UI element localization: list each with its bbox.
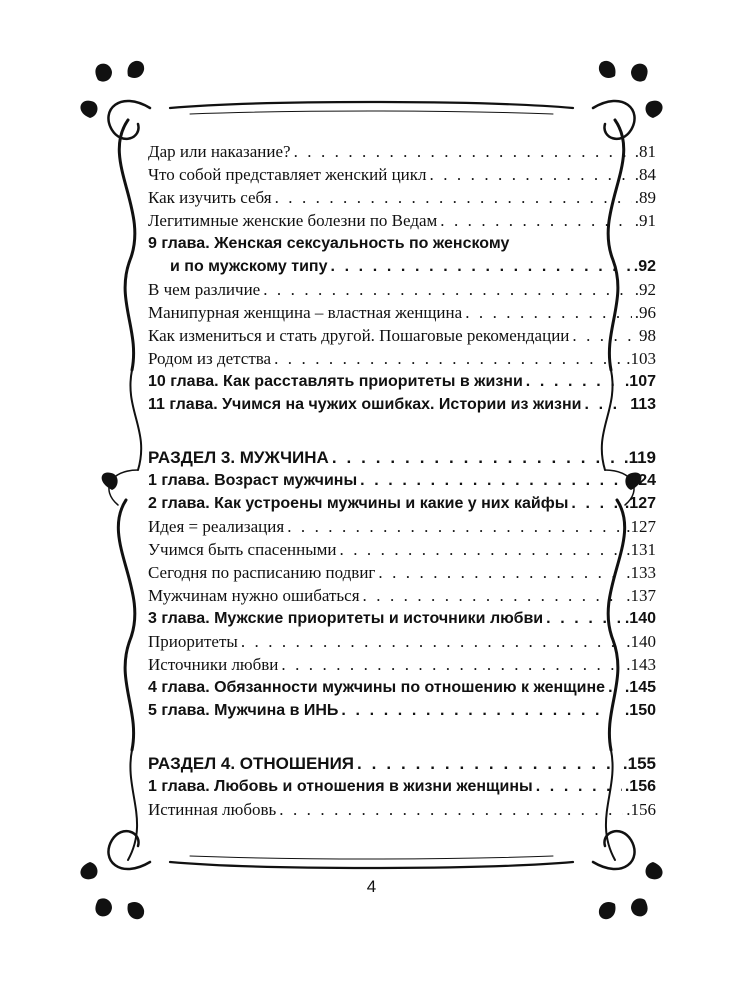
toc-entry xyxy=(148,561,656,584)
toc-leader-dots xyxy=(572,324,636,347)
toc-entry xyxy=(148,278,656,301)
toc-entry-title: Мужчинам нужно ошибаться xyxy=(148,586,360,605)
toc-entry xyxy=(148,515,656,538)
toc-entry xyxy=(148,140,656,163)
toc-entry xyxy=(148,163,656,186)
toc-entry-title: Манипурная женщина – властная женщина xyxy=(148,303,463,322)
toc-leader-dots xyxy=(275,186,632,209)
toc-chapter-entry xyxy=(148,492,656,515)
toc-page-number: .96 xyxy=(634,303,656,322)
toc-entry-title: и по мужскому типу xyxy=(170,258,328,275)
section-gap xyxy=(148,416,656,446)
toc-entry-title: РАЗДЕЛ 4. ОТНОШЕНИЯ xyxy=(148,754,355,773)
toc-leader-dots xyxy=(281,653,623,676)
toc-entry xyxy=(148,186,656,209)
toc-entry-title: 4 глава. Обязанности мужчины по отношению к женщине xyxy=(148,679,606,696)
toc-page-number: .107 xyxy=(624,373,656,390)
toc-entry xyxy=(148,347,656,370)
toc-chapter-entry xyxy=(148,607,656,630)
toc-page-number: .92 xyxy=(633,258,656,275)
toc-leader-dots xyxy=(378,561,623,584)
toc-page-number: .119 xyxy=(623,448,656,467)
toc-entry-title: Как изучить себя xyxy=(148,188,272,207)
toc-entry xyxy=(148,584,656,607)
table-of-contents xyxy=(148,140,656,821)
toc-page-number: .155 xyxy=(622,754,656,773)
toc-leader-dots xyxy=(363,584,624,607)
toc-page-number: .140 xyxy=(626,632,656,651)
toc-leader-dots xyxy=(357,752,620,775)
toc-page-number: 113 xyxy=(630,396,656,413)
section-gap xyxy=(148,722,656,752)
toc-entry-title: Идея = реализация xyxy=(148,517,285,536)
toc-page-number: .124 xyxy=(624,472,656,489)
toc-entry-title: 1 глава. Любовь и отношения в жизни женщины xyxy=(148,778,533,795)
toc-entry xyxy=(148,324,656,347)
toc-entry-title: 10 глава. Как расставлять приоритеты в жизни xyxy=(148,373,523,390)
toc-page-number: .137 xyxy=(626,586,656,605)
toc-page-number: .103 xyxy=(626,349,656,368)
page-number: 4 xyxy=(366,877,377,896)
toc-leader-dots xyxy=(294,140,632,163)
toc-leader-dots xyxy=(584,393,627,416)
toc-chapter-entry xyxy=(148,232,656,255)
toc-leader-dots xyxy=(330,255,630,278)
toc-page-number: .156 xyxy=(626,800,656,819)
toc-page-number: .91 xyxy=(634,211,656,230)
toc-entry-title: Источники любви xyxy=(148,655,279,674)
toc-entry xyxy=(148,538,656,561)
toc-page-number: .143 xyxy=(626,655,656,674)
toc-entry-title: Что собой представляет женский цикл xyxy=(148,165,427,184)
toc-leader-dots xyxy=(608,676,622,699)
toc-page-number: .127 xyxy=(624,495,656,512)
toc-chapter-entry xyxy=(148,676,656,699)
toc-leader-dots xyxy=(465,301,632,324)
toc-page-number: .81 xyxy=(634,142,656,161)
toc-chapter-entry xyxy=(148,255,656,278)
toc-page-number: .127 xyxy=(626,517,656,536)
toc-chapter-entry xyxy=(148,469,656,492)
toc-page-number: .89 xyxy=(634,188,656,207)
toc-entry-title: Приоритеты xyxy=(148,632,238,651)
toc-entry-title: Истинная любовь xyxy=(148,800,277,819)
toc-entry-title: Сегодня по расписанию подвиг xyxy=(148,563,376,582)
toc-leader-dots xyxy=(287,515,623,538)
toc-entry-title: В чем различие xyxy=(148,280,261,299)
toc-entry-title: Как измениться и стать другой. Пошаговые рекомендации xyxy=(148,326,570,345)
toc-leader-dots xyxy=(526,370,622,393)
toc-chapter-entry xyxy=(148,775,656,798)
toc-entry xyxy=(148,209,656,232)
toc-page-number: .131 xyxy=(626,540,656,559)
toc-leader-dots xyxy=(340,538,624,561)
toc-section-heading xyxy=(148,446,656,469)
toc-leader-dots xyxy=(263,278,632,301)
toc-entry-title: 5 глава. Мужчина в ИНЬ xyxy=(148,702,339,719)
toc-entry-title: 3 глава. Мужские приоритеты и источники любви xyxy=(148,610,544,627)
toc-page-number: .150 xyxy=(624,702,656,719)
toc-entry-title: 9 глава. Женская сексуальность по женскому xyxy=(148,235,510,252)
toc-leader-dots xyxy=(571,492,621,515)
toc-entry xyxy=(148,653,656,676)
toc-entry xyxy=(148,301,656,324)
toc-entry-title: 11 глава. Учимся на чужих ошибках. Истории из жизни xyxy=(148,396,582,413)
toc-leader-dots xyxy=(360,469,622,492)
toc-chapter-entry xyxy=(148,699,656,722)
toc-entry-title: 2 глава. Как устроены мужчины и какие у них кайфы xyxy=(148,495,569,512)
toc-entry-title: Дар или наказание? xyxy=(148,142,291,161)
toc-page-number: .92 xyxy=(634,280,656,299)
toc-leader-dots xyxy=(536,775,622,798)
toc-chapter-entry xyxy=(148,370,656,393)
toc-leader-dots xyxy=(546,607,622,630)
toc-page-number: .156 xyxy=(624,778,656,795)
toc-leader-dots xyxy=(440,209,631,232)
toc-leader-dots xyxy=(430,163,632,186)
toc-leader-dots xyxy=(341,699,621,722)
toc-section-heading xyxy=(148,752,656,775)
toc-leader-dots xyxy=(332,446,621,469)
toc-leader-dots xyxy=(274,347,623,370)
toc-entry xyxy=(148,630,656,653)
toc-page-number: 98 xyxy=(639,326,656,345)
toc-entry-title: РАЗДЕЛ 3. МУЖЧИНА xyxy=(148,448,329,467)
toc-entry-title: Учимся быть спасенными xyxy=(148,540,337,559)
toc-entry xyxy=(148,798,656,821)
toc-leader-dots xyxy=(279,798,623,821)
toc-page-number: .145 xyxy=(624,679,656,696)
toc-page-number: .140 xyxy=(624,610,656,627)
toc-leader-dots xyxy=(241,630,623,653)
toc-entry-title: Легитимные женские болезни по Ведам xyxy=(148,211,438,230)
toc-page-number: .133 xyxy=(626,563,656,582)
toc-entry-title: 1 глава. Возраст мужчины xyxy=(148,472,358,489)
toc-page-number: .84 xyxy=(634,165,656,184)
toc-chapter-entry xyxy=(148,393,656,416)
toc-entry-title: Родом из детства xyxy=(148,349,272,368)
